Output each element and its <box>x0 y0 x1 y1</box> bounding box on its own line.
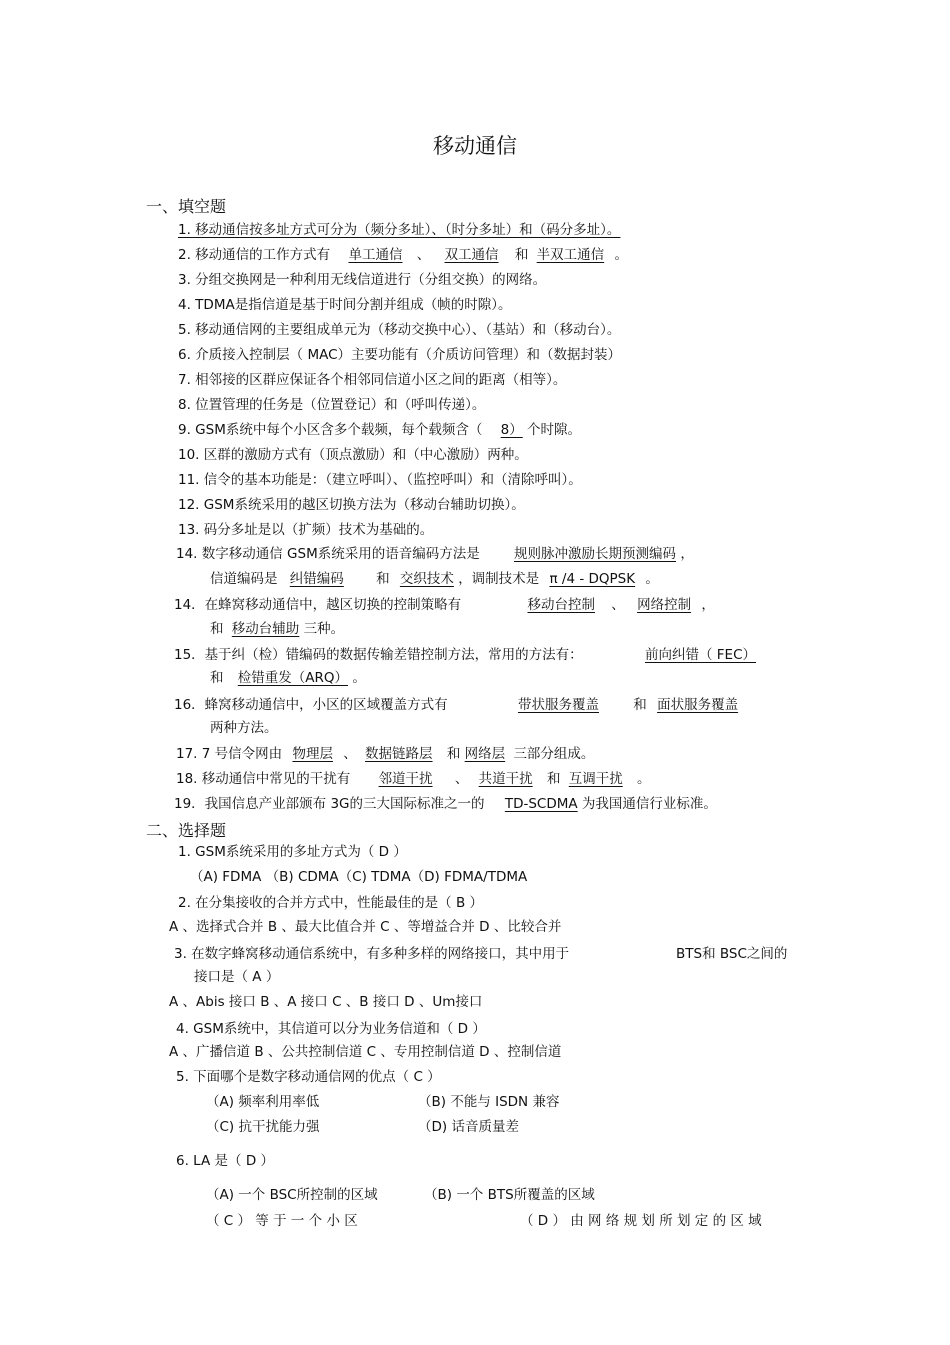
answer-blank: 互调干扰 <box>568 771 623 787</box>
answer-blank: 物理层 <box>292 746 333 762</box>
question-text: 9. GSM系统中每个小区含多个载频，每个载频含（ <box>178 422 483 438</box>
question-text: 。 <box>637 771 651 787</box>
choice-option-6a: （A) 一个 BSC所控制的区域 <box>206 1187 378 1203</box>
choice-question-5: 5. 下面哪个是数字移动通信网的优点（ C ） <box>176 1069 441 1085</box>
answer-blank: 纠错编码 <box>289 571 344 587</box>
fill-question-1: 1. 移动通信按多址方式可分为（频分多址）、（时分多址）和（码分多址）。 <box>178 222 621 238</box>
separator: ， <box>701 597 715 613</box>
question-text: 三部分组成。 <box>513 746 595 762</box>
fill-question-6: 6. 介质接入控制层（ MAC）主要功能有（介质访问管理）和（数据封装） <box>178 347 622 363</box>
answer-blank: 共道干扰 <box>478 771 533 787</box>
question-text: 2. 移动通信的工作方式有 <box>178 247 331 263</box>
choice-options-4: A 、广播信道 B 、公共控制信道 C 、专用控制信道 D 、控制信道 <box>169 1044 562 1060</box>
fill-question-14b-line-1 <box>174 596 715 614</box>
answer-blank: TD-SCDMA <box>504 796 578 812</box>
choice-options-3: A 、Abis 接口 B 、A 接口 C 、B 接口 D 、Um接口 <box>169 994 483 1010</box>
answer-blank: 8） <box>500 422 523 438</box>
question-text: 17. 7 号信令网由 <box>176 746 283 762</box>
answer-blank: 前向纠错（ FEC） <box>644 647 756 663</box>
choice-option-6b: （B) 一个 BTS所覆盖的区域 <box>424 1187 595 1203</box>
fill-question-3: 3. 分组交换网是一种利用无线信道进行（分组交换）的网络。 <box>178 272 547 288</box>
choice-question-6: 6. LA 是（ D ） <box>176 1153 275 1169</box>
question-text: 19．我国信息产业部颁布 3G的三大国际标准之一的 <box>174 796 485 812</box>
answer-blank: 规则脉冲激励长期预测编码 <box>514 546 677 562</box>
answer-blank: 双工通信 <box>444 247 499 263</box>
choice-options-1: （A) FDMA （B) CDMA（C) TDMA（D) FDMA/TDMA <box>190 869 528 885</box>
choice-question-1: 1. GSM系统采用的多址方式为（ D ） <box>178 844 407 860</box>
fill-question-15-line-1 <box>174 646 756 664</box>
question-text: 。 <box>614 247 628 263</box>
fill-question-11: 11. 信令的基本功能是：（建立呼叫）、（监控呼叫）和（清除呼叫）。 <box>178 472 582 488</box>
answer-blank: 移动台控制 <box>527 597 595 613</box>
separator: ， <box>680 546 694 562</box>
choice-question-4: 4. GSM系统中，其信道可以分为业务信道和（ D ） <box>176 1021 486 1037</box>
fill-question-14-line-2 <box>210 570 659 588</box>
question-text: 。 <box>352 670 366 686</box>
question-text: 和 <box>446 746 461 762</box>
question-text: 信道编码是 <box>210 571 278 587</box>
fill-question-14b-line-2 <box>210 620 344 638</box>
answer-blank: 移动台辅助 <box>231 621 300 637</box>
fill-question-16-line-1 <box>174 696 738 714</box>
fill-question-7: 7. 相邻接的区群应保证各个相邻同信道小区之间的距离（相等）。 <box>178 372 567 388</box>
answer-blank: 网络层 <box>464 746 506 762</box>
answer-blank: 数据链路层 <box>365 746 433 762</box>
answer-blank: 单工通信 <box>348 247 403 263</box>
choice-question-3-line-1-end: BTS和 BSC之间的 <box>676 946 788 962</box>
choice-option-6d: （ D ） 由 网 络 规 划 所 划 定 的 区 域 <box>520 1213 762 1229</box>
answer-blank: 交织技术 <box>399 571 454 587</box>
fill-question-15-line-2 <box>210 669 366 687</box>
question-text: 为我国通信行业标准。 <box>581 796 717 812</box>
separator: 、 <box>454 771 469 787</box>
question-text: 个时隙。 <box>527 422 582 438</box>
section-heading-fill-in: 一、填空题 <box>146 197 227 216</box>
fill-question-16-line-2: 两种方法。 <box>210 720 278 736</box>
answer-blank: 检错重发（ARQ） <box>237 670 349 686</box>
fill-question-4: 4. TDMA是指信道是基于时间分割并组成（帧的时隙）。 <box>178 297 512 313</box>
question-text: 和 <box>546 771 561 787</box>
fill-question-9 <box>178 421 581 439</box>
choice-question-2: 2. 在分集接收的合并方式中，性能最佳的是（ B ） <box>178 895 484 911</box>
question-text: 和 <box>210 670 224 686</box>
answer-blank: 邻道干扰 <box>378 771 433 787</box>
question-text: 18. 移动通信中常见的干扰有 <box>176 771 351 787</box>
fill-question-10: 10. 区群的激励方式有（顶点激励）和（中心激励）两种。 <box>178 447 528 463</box>
separator: 、 <box>611 597 625 613</box>
question-text: 三种。 <box>303 621 345 637</box>
choice-option-5b: （B) 不能与 ISDN 兼容 <box>418 1094 560 1110</box>
choice-option-6c: （ C ） 等 于 一 个 小 区 <box>206 1213 358 1229</box>
separator: 、 <box>343 746 357 762</box>
question-text: 16．蜂窝移动通信中，小区的区域覆盖方式有 <box>174 697 448 713</box>
separator: 、 <box>416 247 431 263</box>
fill-question-5: 5. 移动通信网的主要组成单元为（移动交换中心）、（基站）和（移动台）。 <box>178 322 621 338</box>
fill-question-18 <box>176 770 651 788</box>
question-text: 和 <box>633 697 647 713</box>
fill-question-19 <box>174 795 717 813</box>
choice-question-3-line-2: 接口是（ A ） <box>194 969 280 985</box>
question-text: 14．在蜂窝移动通信中，越区切换的控制策略有 <box>174 597 462 613</box>
question-text: 和 <box>514 247 529 263</box>
fill-question-17 <box>176 745 594 763</box>
choice-option-5a: （A) 频率利用率低 <box>206 1094 320 1110</box>
question-text: 14. 数字移动通信 GSM系统采用的语音编码方法是 <box>176 546 480 562</box>
answer-blank: 面状服务覆盖 <box>657 697 739 713</box>
question-text: 15．基于纠（检）错编码的数据传输差错控制方法，常用的方法有： <box>174 647 583 663</box>
fill-question-8: 8. 位置管理的任务是（位置登记）和（呼叫传递）。 <box>178 397 486 413</box>
choice-option-5c: （C) 抗干扰能力强 <box>206 1119 320 1135</box>
answer-blank: 半双工通信 <box>536 247 605 263</box>
question-text: 和 <box>376 571 390 587</box>
answer-blank: 带状服务覆盖 <box>517 697 599 713</box>
fill-question-2 <box>178 246 628 264</box>
choice-question-3-line-1: 3. 在数字蜂窝移动通信系统中，有多种多样的网络接口，其中用于 <box>174 946 570 962</box>
section-heading-multiple-choice: 二、选择题 <box>146 821 227 840</box>
question-text: ，调制技术是 <box>458 571 540 587</box>
fill-question-14-line-1 <box>176 545 694 563</box>
choice-option-5d: （D) 话音质量差 <box>418 1119 519 1135</box>
fill-question-13: 13. 码分多址是以（扩频）技术为基础的。 <box>178 522 434 538</box>
question-text: 。 <box>645 571 659 587</box>
question-text: 和 <box>210 621 224 637</box>
choice-options-2: A 、选择式合并 B 、最大比值合并 C 、等增益合并 D 、比较合并 <box>169 919 562 935</box>
answer-blank: π /4 - DQPSK <box>549 571 636 587</box>
answer-blank: 网络控制 <box>637 597 692 613</box>
fill-question-12: 12. GSM系统采用的越区切换方法为（移动台辅助切换）。 <box>178 497 525 513</box>
document-title: 移动通信 <box>433 134 517 158</box>
